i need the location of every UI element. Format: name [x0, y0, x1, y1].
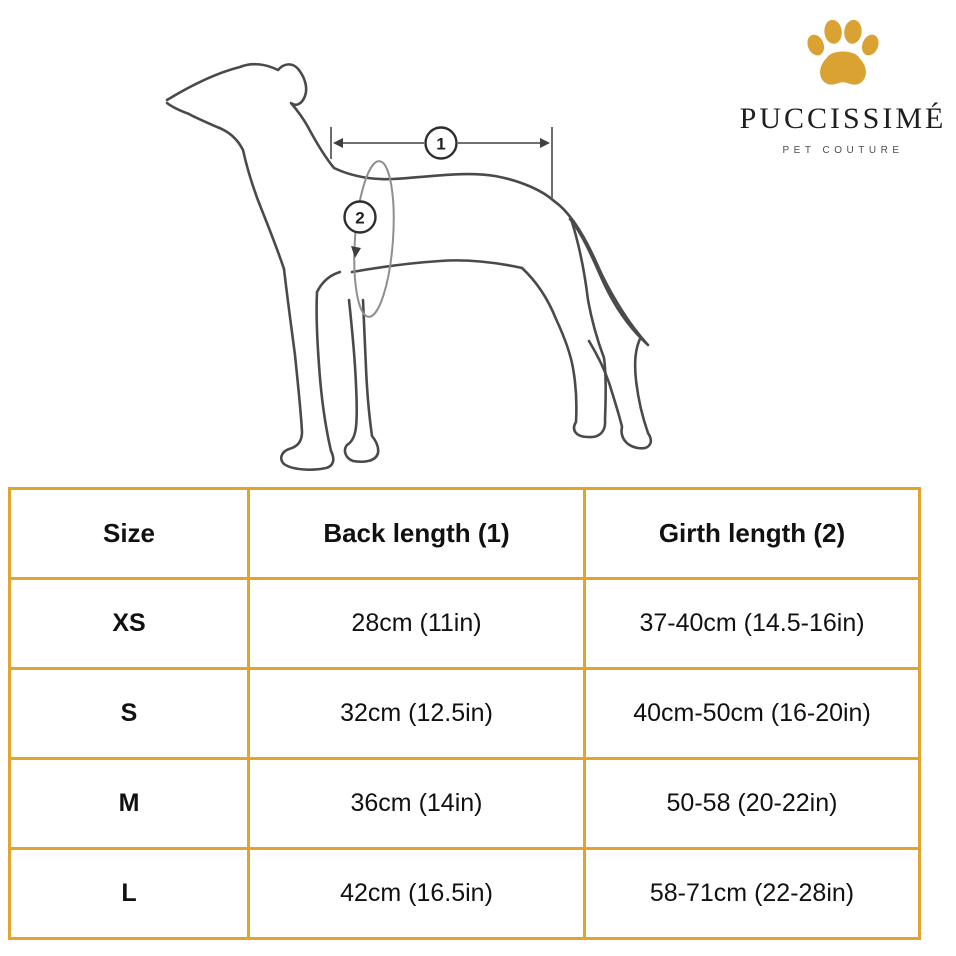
size-cell: XS [10, 579, 249, 669]
table-row-s [10, 669, 920, 759]
header-size: Size [10, 489, 249, 579]
size-cell: M [10, 759, 249, 849]
brand-tagline: PET COUTURE [782, 145, 904, 156]
back-length-cell: 36cm (14in) [249, 759, 585, 849]
brand-logo [730, 12, 956, 156]
girth-length-cell: 58-71cm (22-28in) [585, 849, 920, 939]
girth-length-cell: 50-58 (20-22in) [585, 759, 920, 849]
header-back-length: Back length (1) [249, 489, 585, 579]
marker-girth [345, 202, 376, 233]
girth-length-cell: 40cm-50cm (16-20in) [585, 669, 920, 759]
brand-name: PUCCISSIMÉ [739, 102, 947, 135]
table-row-l [10, 849, 920, 939]
back-length-cell: 28cm (11in) [249, 579, 585, 669]
back-length-cell: 42cm (16.5in) [249, 849, 585, 939]
back-length-cell: 32cm (12.5in) [249, 669, 585, 759]
arrow-right-icon [540, 138, 550, 148]
size-cell: S [10, 669, 249, 759]
girth-arrow-icon [351, 246, 361, 258]
arrow-left-icon [333, 138, 343, 148]
header-row [10, 489, 920, 579]
paw-icon [801, 12, 885, 88]
marker-back-length [426, 128, 457, 159]
marker-back-length-label: 1 [436, 134, 446, 154]
dog-outline [167, 64, 651, 469]
size-chart-table [8, 487, 921, 940]
table-row-m [10, 759, 920, 849]
table-row-xs [10, 579, 920, 669]
girth-length-cell: 37-40cm (14.5-16in) [585, 579, 920, 669]
marker-girth-label: 2 [355, 208, 365, 228]
size-cell: L [10, 849, 249, 939]
girth-measure-ellipse [350, 160, 399, 318]
header-girth-length: Girth length (2) [585, 489, 920, 579]
